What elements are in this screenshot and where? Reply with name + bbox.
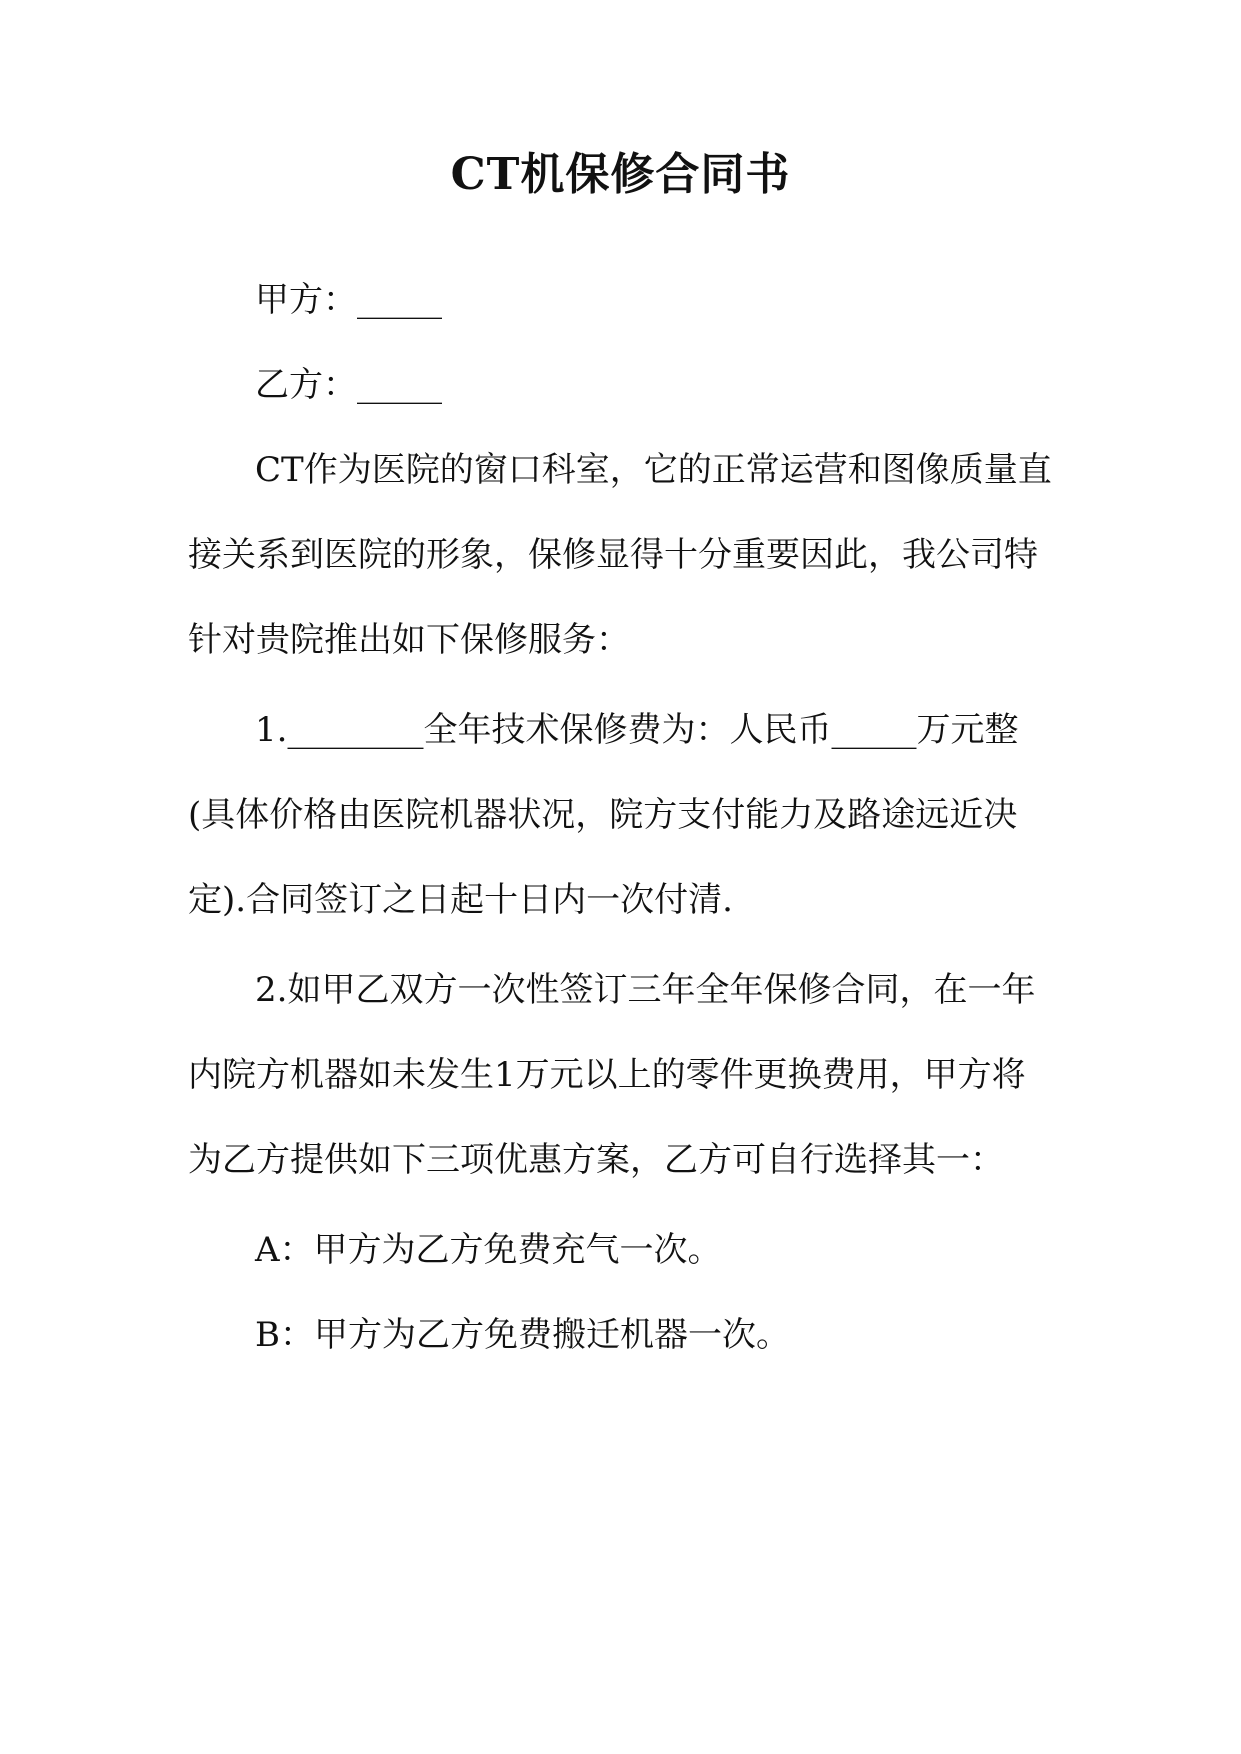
clause-2-line-2: 内院方机器如未发生1万元以上的零件更换费用，甲方将 (188, 1055, 1026, 1095)
clause-1-line-2: (具体价格由医院机器状况，院方支付能力及路途远近决 (188, 795, 1018, 835)
intro-paragraph-line-2: 接关系到医院的形象，保修显得十分重要因此，我公司特 (188, 535, 1038, 575)
option-b-line: B：甲方为乙方免费搬迁机器一次。 (255, 1315, 790, 1355)
option-a-line: A：甲方为乙方免费充气一次。 (255, 1230, 722, 1270)
clause-2-line-3: 为乙方提供如下三项优惠方案，乙方可自行选择其一： (188, 1140, 1004, 1180)
clause-2-line-1: 2.如甲乙双方一次性签订三年全年保修合同，在一年 (255, 970, 1036, 1010)
party-b-field: 乙方：_____ (255, 365, 442, 405)
clause-1-line-3: 定).合同签订之日起十日内一次付清. (188, 880, 733, 920)
clause-1-line-1: 1.________全年技术保修费为：人民币_____万元整 (255, 710, 1019, 750)
party-a-field: 甲方：_____ (255, 280, 442, 320)
intro-paragraph-line-3: 针对贵院推出如下保修服务： (188, 620, 630, 660)
intro-paragraph-line-1: CT作为医院的窗口科室，它的正常运营和图像质量直 (255, 450, 1052, 490)
document-title: CT机保修合同书 (450, 149, 791, 200)
